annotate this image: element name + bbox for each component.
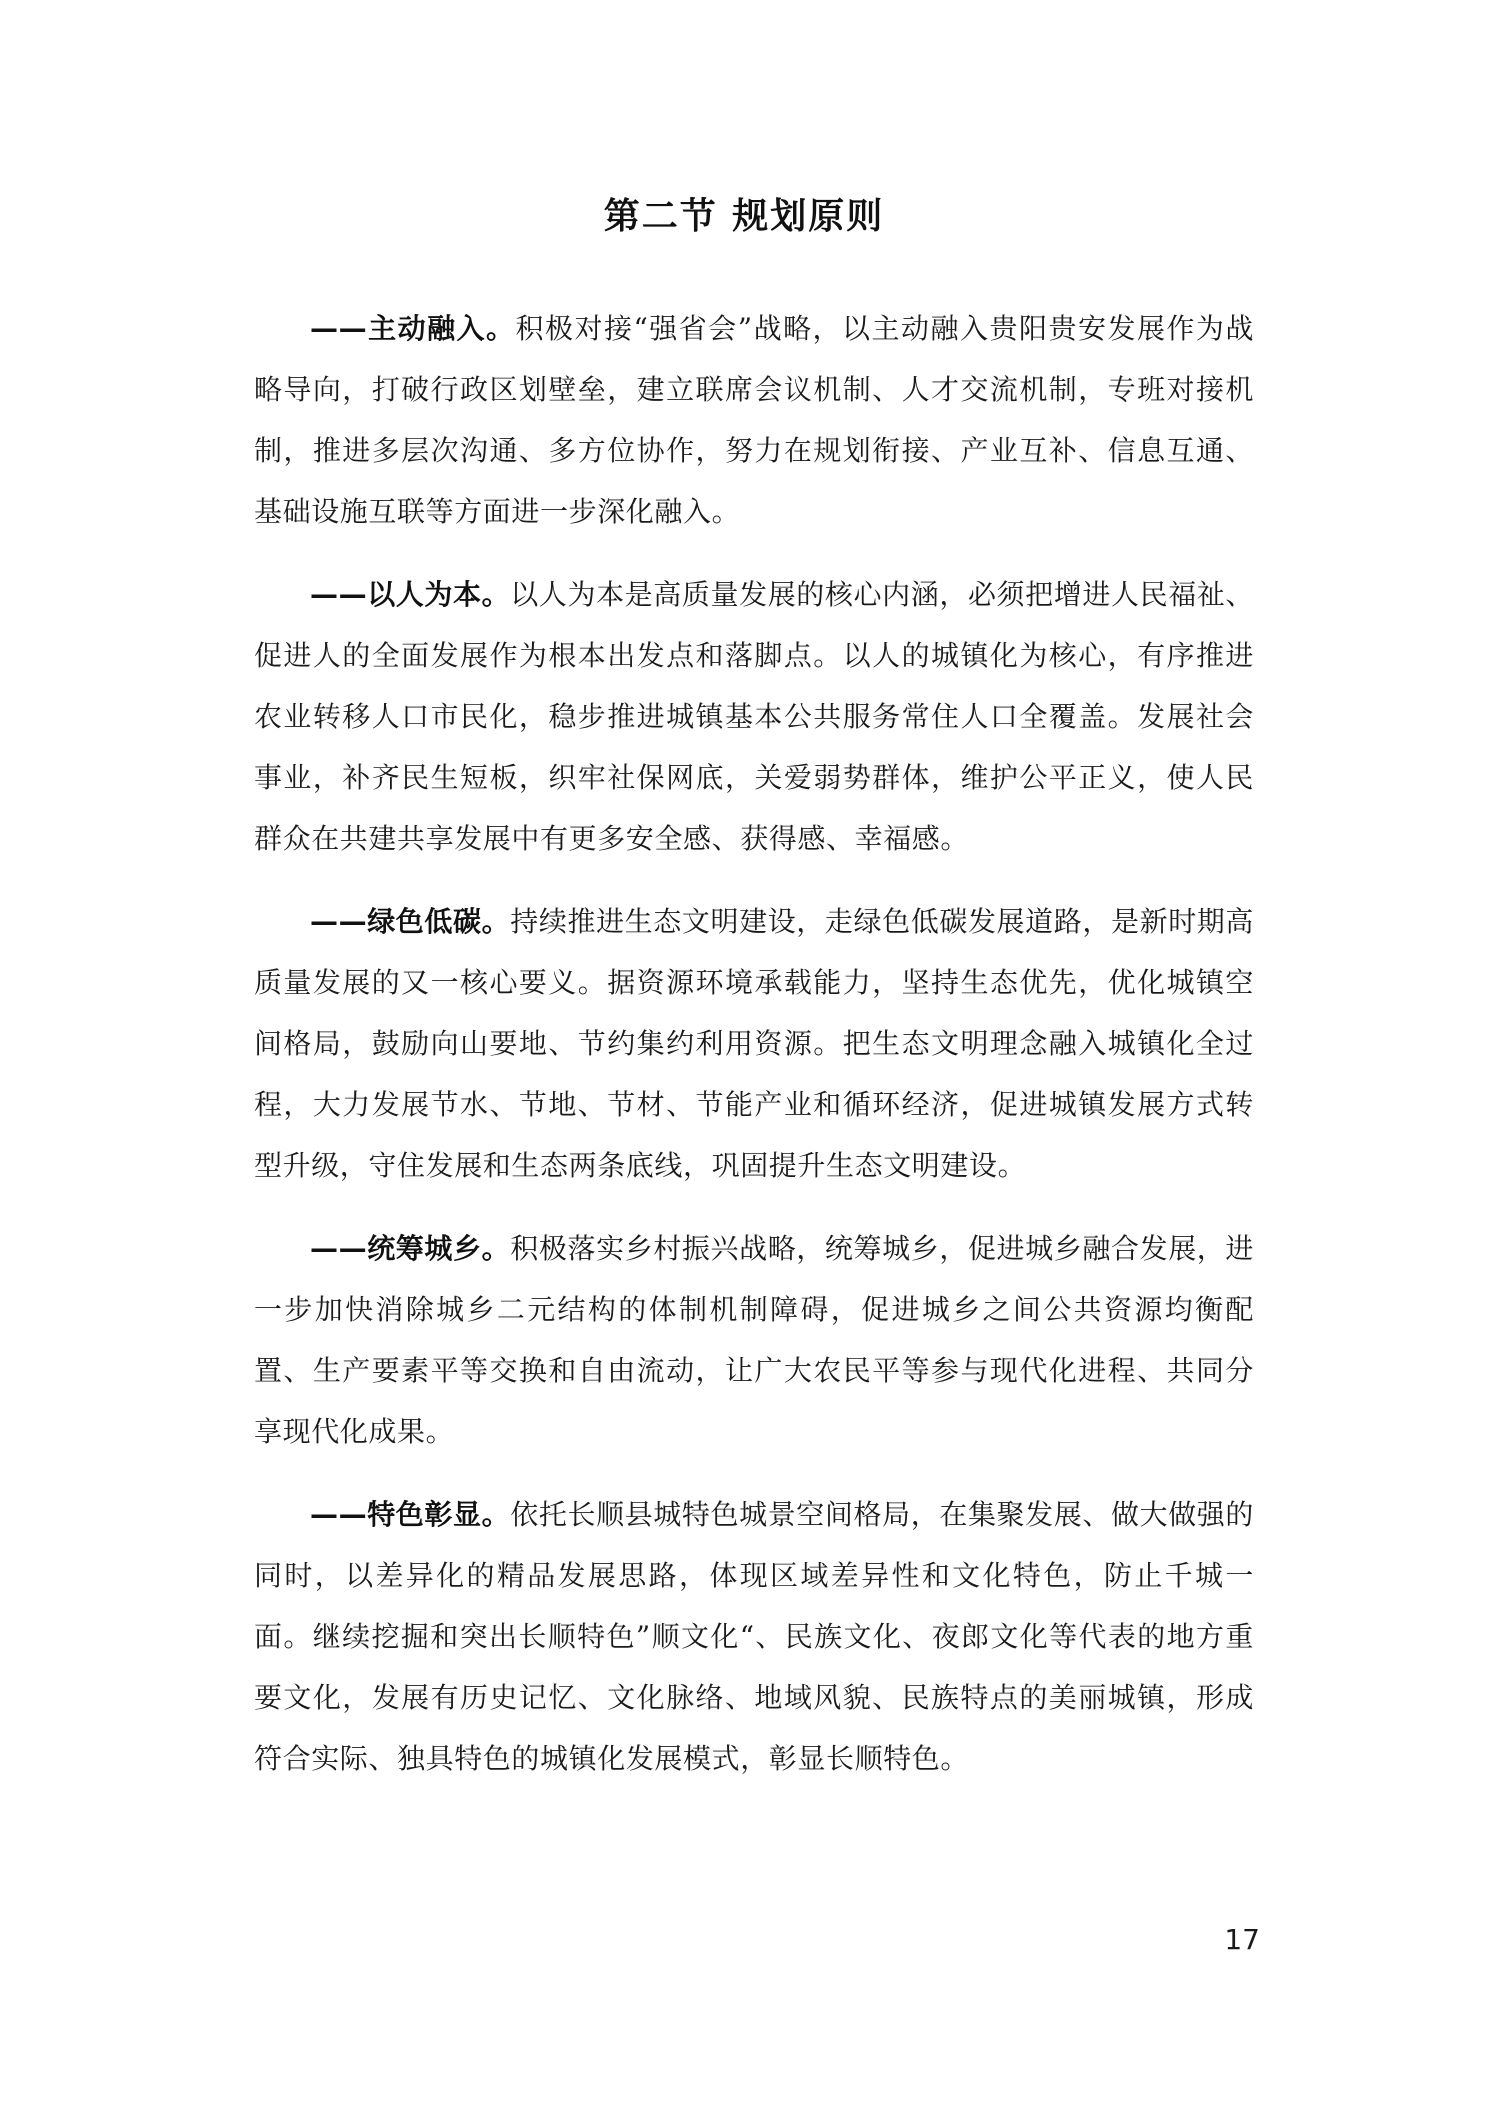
section-title: 第二节 规划原则 bbox=[603, 196, 885, 237]
paragraph-people-oriented bbox=[254, 564, 1254, 869]
body-text bbox=[254, 298, 1254, 1811]
paragraph-text: 持续推进生态文明建设，走绿色低碳发展道路，是新时期高质量发展的又一核心要义。据资源环境承载能力，坚持生态优先，优化城镇空间格局，鼓励向山要地、节约集约利用资源。把生态文明理念融入城镇化全过程，大力发展节水、节地、节材、节能产业和循环经济，促进城镇发展方式转型升级，守住发展和生态两条底线，巩固提升生态文明建设。 bbox=[254, 905, 1255, 1182]
paragraph-distinctive-features bbox=[254, 1484, 1254, 1789]
page-number: 17 bbox=[1224, 1923, 1260, 1956]
paragraph-lead: ——统筹城乡。 bbox=[310, 1232, 511, 1265]
paragraph-text: 积极对接“强省会”战略，以主动融入贵阳贵安发展作为战略导向，打破行政区划壁垒，建立联席会议机制、人才交流机制，专班对接机制，推进多层次沟通、多方位协作，努力在规划衔接、产业互补、信息互通、基础设施互联等方面进一步深化融入。 bbox=[254, 312, 1255, 528]
paragraph-text: 积极落实乡村振兴战略，统筹城乡，促进城乡融合发展，进一步加快消除城乡二元结构的体制机制障碍，促进城乡之间公共资源均衡配置、生产要素平等交换和自由流动，让广大农民平等参与现代化进程、共同分享现代化成果。 bbox=[254, 1232, 1255, 1448]
paragraph-urban-rural-coordination bbox=[254, 1218, 1254, 1462]
paragraph-text: 依托长顺县城特色城景空间格局，在集聚发展、做大做强的同时，以差异化的精品发展思路，体现区域差异性和文化特色，防止千城一面。继续挖掘和突出长顺特色”顺文化“、民族文化、夜郎文化等代表的地方重要文化，发展有历史记忆、文化脉络、地域风貌、民族特点的美丽城镇，形成符合实际、独具特色的城镇化发展模式，彰显长顺特色。 bbox=[254, 1498, 1255, 1775]
paragraph-lead: ——绿色低碳。 bbox=[310, 905, 511, 938]
paragraph-proactive-integration bbox=[254, 298, 1254, 542]
paragraph-lead: ——特色彰显。 bbox=[310, 1498, 511, 1531]
paragraph-text: 以人为本是高质量发展的核心内涵，必须把增进人民福祉、促进人的全面发展作为根本出发点和落脚点。以人的城镇化为核心，有序推进农业转移人口市民化，稳步推进城镇基本公共服务常住人口全覆盖。发展社会事业，补齐民生短板，织牢社保网底，关爱弱势群体，维护公平正义，使人民群众在共建共享发展中有更多安全感、获得感、幸福感。 bbox=[254, 578, 1255, 855]
paragraph-green-low-carbon bbox=[254, 891, 1254, 1196]
paragraph-lead: ——主动融入。 bbox=[310, 312, 516, 345]
paragraph-lead: ——以人为本。 bbox=[310, 578, 511, 611]
